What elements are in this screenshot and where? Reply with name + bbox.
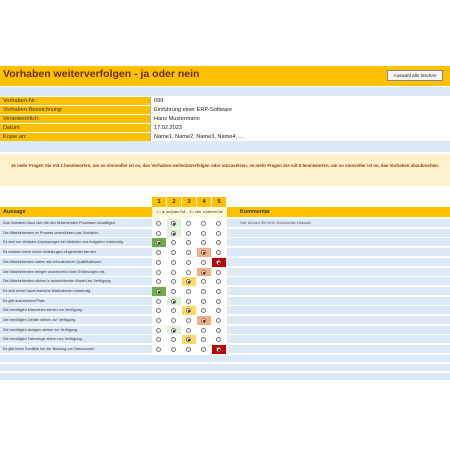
rating-radio-3[interactable] xyxy=(186,337,191,342)
rating-radio-5[interactable] xyxy=(216,308,221,313)
rating-cell-2 xyxy=(167,219,182,228)
rating-cell-5 xyxy=(212,335,227,344)
rating-radio-5[interactable] xyxy=(216,328,221,333)
rating-radio-1[interactable] xyxy=(156,270,161,275)
rating-cell-4 xyxy=(197,335,212,344)
rating-radio-2[interactable] xyxy=(171,337,176,342)
rating-radio-5[interactable] xyxy=(216,279,221,284)
rating-cell-1 xyxy=(152,326,167,335)
rating-cell-4 xyxy=(197,229,212,238)
rating-radio-4[interactable] xyxy=(201,240,206,245)
info-value-field[interactable]: Hans Mustermann xyxy=(150,115,450,124)
table-row xyxy=(0,344,450,353)
rating-radio-5[interactable] xyxy=(216,270,221,275)
table-row xyxy=(0,296,450,305)
rating-cell-5 xyxy=(212,238,227,247)
rating-cell-2 xyxy=(167,238,182,247)
table-header xyxy=(0,207,450,217)
rating-cell-2 xyxy=(167,287,182,296)
rating-cell-1 xyxy=(152,268,167,277)
rating-radio-1[interactable] xyxy=(156,347,161,352)
page-title: Vorhaben weiterverfolgen - ja oder nein xyxy=(3,68,200,80)
rating-radio-3[interactable] xyxy=(186,318,191,323)
rating-cell-4 xyxy=(197,219,212,228)
rating-cell-3 xyxy=(182,316,197,325)
rating-cell-2 xyxy=(167,306,182,315)
aussage-text: Die benötigten Geräte stehen zur Verfügung. xyxy=(3,318,77,322)
aussage-text: Es sind keine/ kaum bauliche Maßnahmen notwendig. xyxy=(3,288,92,293)
rating-radio-2[interactable] xyxy=(171,260,176,265)
table-row xyxy=(0,257,450,266)
table-row xyxy=(0,247,450,256)
aussage-text: Es gibt ausreichend Platz. xyxy=(3,298,46,303)
rating-cell-2 xyxy=(167,297,182,306)
table-row xyxy=(0,237,450,246)
rating-cell-4 xyxy=(197,238,212,247)
rating-cell-2 xyxy=(167,248,182,257)
rating-radio-1[interactable] xyxy=(156,221,161,226)
rating-cell-5 xyxy=(212,229,227,238)
rating-radio-5[interactable] xyxy=(216,289,221,294)
rating-radio-5[interactable] xyxy=(216,318,221,323)
info-value-field[interactable]: 17.02.2023 xyxy=(150,124,450,133)
aussage-text: Das Vorhaben lässt sich mit den bestehenden Prozessen bewältigen. xyxy=(3,221,117,225)
rating-radio-2[interactable] xyxy=(171,347,176,352)
rating-cell-3 xyxy=(182,248,197,257)
table-row xyxy=(0,305,450,314)
aussage-text: Die benötigten Anlagen stehen zur Verfügung. xyxy=(3,327,79,332)
empty-row xyxy=(0,372,450,380)
rating-radio-4[interactable] xyxy=(201,337,206,342)
rating-radio-1[interactable] xyxy=(156,337,161,342)
rating-cell-4 xyxy=(197,306,212,315)
spacer-row xyxy=(0,188,450,196)
aussage-text: Es sind nur einfache Anpassungen bei Abläufen und Aufgaben notwendig. xyxy=(3,240,124,245)
table-row xyxy=(0,286,450,295)
rating-radio-2[interactable] xyxy=(171,279,176,284)
rating-radio-5[interactable] xyxy=(216,299,221,304)
table-row xyxy=(0,228,450,237)
rating-cell-1 xyxy=(152,335,167,344)
kommentar-field[interactable]: Hier können Sie Ihren Kommentar erfassen xyxy=(240,221,311,225)
aussage-text: Die Mitarbeitenden stehen in ausreichender Anzahl zur Verfügung. xyxy=(3,279,112,284)
rating-cell-1 xyxy=(152,297,167,306)
scale-number: 3 xyxy=(182,197,197,207)
header-kommentar: Kommentar xyxy=(240,209,270,215)
rating-cell-2 xyxy=(167,345,182,354)
rating-radio-4[interactable] xyxy=(201,250,206,255)
aussage-text: Die benötigten Fahrzeuge stehen zur Verfügung. xyxy=(3,337,83,342)
rating-cell-5 xyxy=(212,219,227,228)
rating-cell-3 xyxy=(182,297,197,306)
rating-radio-4[interactable] xyxy=(201,318,206,323)
rating-cell-2 xyxy=(167,316,182,325)
rating-cell-3 xyxy=(182,238,197,247)
rating-cell-2 xyxy=(167,258,182,267)
rating-cell-3 xyxy=(182,306,197,315)
rating-cell-3 xyxy=(182,258,197,267)
rating-cell-1 xyxy=(152,306,167,315)
rating-cell-4 xyxy=(197,258,212,267)
rating-cell-1 xyxy=(152,287,167,296)
rating-radio-2[interactable] xyxy=(171,318,176,323)
rating-cell-3 xyxy=(182,287,197,296)
rating-cell-2 xyxy=(167,277,182,286)
rating-cell-5 xyxy=(212,345,227,354)
rating-cell-1 xyxy=(152,277,167,286)
rating-cell-2 xyxy=(167,326,182,335)
rating-cell-1 xyxy=(152,238,167,247)
instruction-text: Je mehr Fragen Sie mit 1 beantworten, um so sinnvoller ist es, das Vorhaben weiterzuverfolgen oder umzusetzen. Je mehr Fragen Sie mit 5 beantworten, um so sinnvoller ist es, das Vorhaben abzubrechen. xyxy=(0,154,450,186)
rating-radio-5[interactable] xyxy=(216,260,221,265)
rating-radio-3[interactable] xyxy=(186,240,191,245)
scale-number: 1 xyxy=(152,197,167,207)
rating-radio-1[interactable] xyxy=(156,240,161,245)
rating-radio-3[interactable] xyxy=(186,289,191,294)
rating-cell-3 xyxy=(182,345,197,354)
rating-radio-1[interactable] xyxy=(156,231,161,236)
rating-cell-5 xyxy=(212,287,227,296)
info-label: Datum: xyxy=(3,125,22,131)
spacer-row xyxy=(0,141,450,152)
rating-radio-5[interactable] xyxy=(216,337,221,342)
rating-radio-2[interactable] xyxy=(171,250,176,255)
rating-cell-1 xyxy=(152,248,167,257)
aussage-text: Die Mitarbeitenden haben alle erforderlichen Qualifikationen. xyxy=(3,259,103,264)
rating-radio-5[interactable] xyxy=(216,221,221,226)
rating-cell-4 xyxy=(197,345,212,354)
info-row xyxy=(0,114,450,123)
table-row xyxy=(0,218,450,227)
rating-radio-4[interactable] xyxy=(201,231,206,236)
clear-selection-button[interactable]: Auswahl alle löschen xyxy=(387,70,443,81)
rating-radio-2[interactable] xyxy=(171,221,176,226)
rating-radio-4[interactable] xyxy=(201,221,206,226)
rating-radio-4[interactable] xyxy=(201,328,206,333)
rating-cell-5 xyxy=(212,268,227,277)
rating-radio-1[interactable] xyxy=(156,299,161,304)
rating-radio-4[interactable] xyxy=(201,347,206,352)
rating-cell-4 xyxy=(197,287,212,296)
rating-cell-3 xyxy=(182,326,197,335)
rating-radio-3[interactable] xyxy=(186,347,191,352)
rating-radio-1[interactable] xyxy=(156,260,161,265)
info-value-field[interactable]: 099 xyxy=(150,97,450,106)
rating-cell-4 xyxy=(197,316,212,325)
rating-radio-4[interactable] xyxy=(201,289,206,294)
rating-radio-2[interactable] xyxy=(171,289,176,294)
rating-radio-2[interactable] xyxy=(171,308,176,313)
info-value-field[interactable]: Einführung einer ERP-Software xyxy=(150,106,450,115)
rating-radio-5[interactable] xyxy=(216,250,221,255)
aussage-text: Die benötigten Maschinen stehen zur Verfügung. xyxy=(3,308,83,313)
table-row xyxy=(0,276,450,285)
rating-radio-3[interactable] xyxy=(186,299,191,304)
rating-radio-3[interactable] xyxy=(186,328,191,333)
rating-cell-5 xyxy=(212,316,227,325)
table-row xyxy=(0,334,450,343)
rating-cell-5 xyxy=(212,248,227,257)
rating-cell-1 xyxy=(152,219,167,228)
rating-radio-3[interactable] xyxy=(186,279,191,284)
rating-cell-2 xyxy=(167,335,182,344)
rating-radio-1[interactable] xyxy=(156,250,161,255)
rating-radio-3[interactable] xyxy=(186,308,191,313)
rating-radio-4[interactable] xyxy=(201,260,206,265)
rating-radio-2[interactable] xyxy=(171,299,176,304)
header-aussage: Aussage xyxy=(3,209,26,215)
rating-radio-4[interactable] xyxy=(201,279,206,284)
scale-number: 4 xyxy=(197,197,212,207)
rating-cell-3 xyxy=(182,268,197,277)
rating-radio-5[interactable] xyxy=(216,231,221,236)
rating-radio-4[interactable] xyxy=(201,270,206,275)
rating-radio-3[interactable] xyxy=(186,221,191,226)
scale-number: 5 xyxy=(212,197,227,207)
rating-radio-2[interactable] xyxy=(171,231,176,236)
rating-radio-4[interactable] xyxy=(201,308,206,313)
rating-radio-3[interactable] xyxy=(186,250,191,255)
table-row xyxy=(0,267,450,276)
rating-radio-3[interactable] xyxy=(186,260,191,265)
info-label: Verantwortlich: xyxy=(3,116,40,122)
info-label: Vorhaben-Bezeichnung: xyxy=(3,107,63,113)
rating-radio-3[interactable] xyxy=(186,231,191,236)
info-row xyxy=(0,105,450,114)
rating-radio-1[interactable] xyxy=(156,328,161,333)
info-label: Kopie an: xyxy=(3,134,27,140)
rating-radio-1[interactable] xyxy=(156,318,161,323)
rating-cell-5 xyxy=(212,297,227,306)
rating-cell-3 xyxy=(182,229,197,238)
aussage-text: Die Mitarbeitenden bringen ausreichend viele Erfahrungen mit. xyxy=(3,269,106,274)
scale-number: 2 xyxy=(167,197,182,207)
rating-radio-1[interactable] xyxy=(156,308,161,313)
empty-row xyxy=(0,363,450,371)
info-row xyxy=(0,123,450,132)
rating-cell-2 xyxy=(167,268,182,277)
info-label: Vorhaben-Nr.: xyxy=(3,98,38,104)
rating-cell-5 xyxy=(212,306,227,315)
rating-radio-2[interactable] xyxy=(171,270,176,275)
rating-cell-3 xyxy=(182,277,197,286)
rating-cell-4 xyxy=(197,277,212,286)
rating-cell-5 xyxy=(212,258,227,267)
rating-cell-4 xyxy=(197,297,212,306)
rating-cell-4 xyxy=(197,248,212,257)
rating-radio-2[interactable] xyxy=(171,240,176,245)
rating-radio-5[interactable] xyxy=(216,240,221,245)
info-row xyxy=(0,96,450,105)
aussage-text: Die Mitarbeitenden im Prozess unterstützen das Vorhaben. xyxy=(3,230,100,235)
rating-cell-5 xyxy=(212,277,227,286)
rating-radio-2[interactable] xyxy=(171,328,176,333)
header-scale-note: 1 = ja, auf jeden Fall ... 5 = nein, in keinem Fall xyxy=(152,207,227,217)
rating-cell-5 xyxy=(212,326,227,335)
spacer-row xyxy=(0,87,450,96)
rating-cell-4 xyxy=(197,326,212,335)
rating-radio-4[interactable] xyxy=(201,299,206,304)
rating-cell-3 xyxy=(182,219,197,228)
rating-cell-2 xyxy=(167,229,182,238)
info-value-field[interactable]: Name1, Name2, Name3, Name4, ... xyxy=(150,133,450,142)
rating-cell-1 xyxy=(152,229,167,238)
rating-cell-1 xyxy=(152,316,167,325)
rating-cell-4 xyxy=(197,268,212,277)
rating-radio-1[interactable] xyxy=(156,279,161,284)
aussage-text: Es müssen keine neuen Abteilungen eingerichtet werden. xyxy=(3,250,97,255)
rating-radio-1[interactable] xyxy=(156,289,161,294)
table-row xyxy=(0,315,450,324)
rating-cell-3 xyxy=(182,335,197,344)
rating-radio-3[interactable] xyxy=(186,270,191,275)
table-row xyxy=(0,325,450,334)
info-row xyxy=(0,132,450,141)
rating-radio-5[interactable] xyxy=(216,347,221,352)
aussage-text: Es gibt keine Konflikte bei der Nutzung von Ressourcen. xyxy=(3,347,96,352)
empty-row xyxy=(0,354,450,362)
rating-cell-1 xyxy=(152,258,167,267)
rating-cell-1 xyxy=(152,345,167,354)
